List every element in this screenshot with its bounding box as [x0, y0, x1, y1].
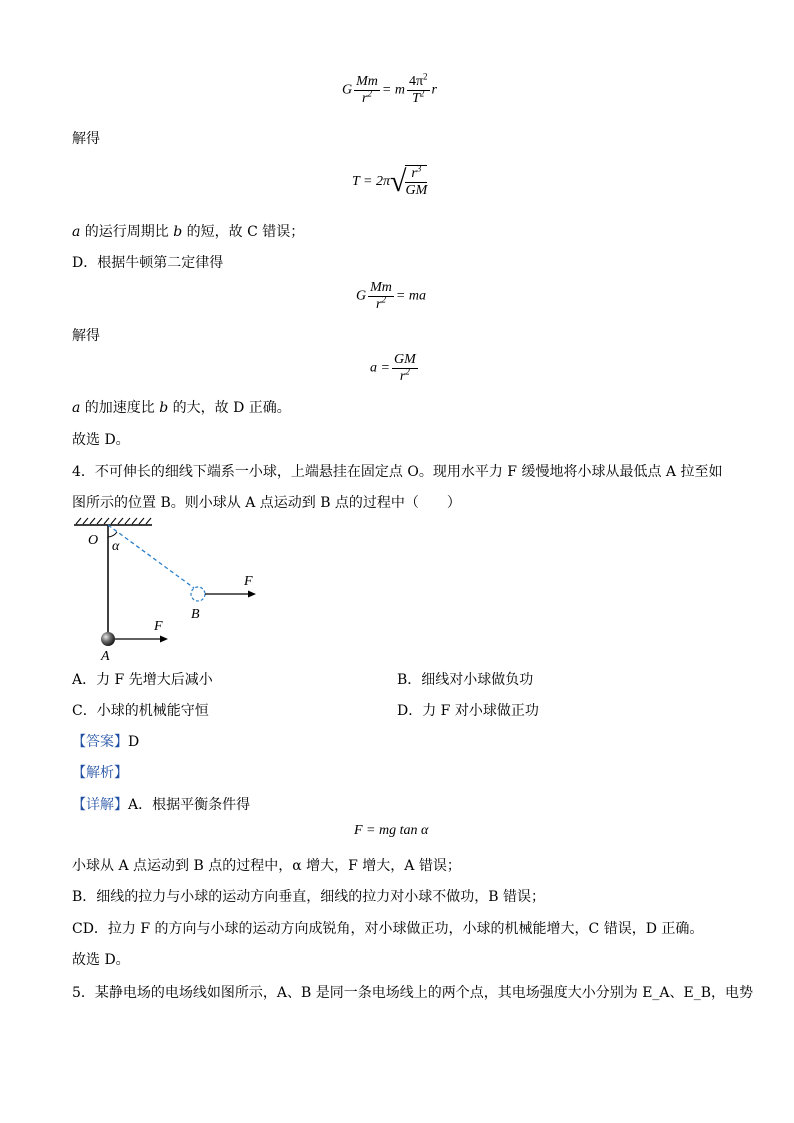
analysis-label: 【解析】: [72, 765, 128, 781]
answer-line: 【答案】D: [72, 734, 140, 750]
text-jiede-2: 解得: [72, 328, 100, 344]
detail-line: 【详解】A．根据平衡条件得: [72, 797, 251, 813]
explanation-2: B．细线的拉力与小球的运动方向垂直，细线的拉力对小球不做功，B 错误；: [72, 889, 546, 905]
label-A: A: [101, 649, 110, 662]
sqrt-icon: √: [390, 165, 407, 198]
question-4-line-1: 4．不可伸长的细线下端系一小球，上端悬挂在固定点 O。现用水平力 F 缓慢地将小球从最低点 A 拉至如: [72, 464, 723, 480]
label-F-bottom: F: [154, 619, 163, 634]
equation-gravity-period: G $\frac{Mm}{r^2}$ = m $\frac{4\pi^2}{T^2}$ r: [342, 71, 437, 106]
equation-acceleration: a = $\frac{GM}{r^2}$: [370, 352, 416, 384]
option-b: B．细线对小球做负功: [397, 672, 534, 688]
pendulum-figure: [70, 517, 270, 662]
text-option-d-newton: D．根据牛顿第二定律得: [72, 255, 224, 271]
equation-period: T = 2π√ $\frac{r^3}{GM}$: [352, 163, 428, 198]
option-a: A．力 F 先增大后减小: [72, 672, 213, 688]
label-O: O: [88, 533, 99, 548]
text-choose-2: 故选 D。: [72, 952, 130, 968]
equation-force: F = mg tan α: [354, 823, 429, 838]
text-choose-1: 故选 D。: [72, 432, 130, 448]
label-alpha: α: [112, 539, 120, 554]
label-B: B: [191, 607, 200, 622]
option-c: C．小球的机械能守恒: [72, 703, 209, 719]
question-4-line-2: 图所示的位置 B。则小球从 A 点运动到 B 点的过程中（ ）: [72, 495, 461, 511]
explanation-1: 小球从 A 点运动到 B 点的过程中，α 增大，F 增大，A 错误；: [72, 858, 461, 874]
question-5-line-1: 5．某静电场的电场线如图所示，A、B 是同一条电场线上的两个点，其电场强度大小分别为 E_A、E_B，电势: [72, 985, 754, 1001]
text-a-period: a 的运行周期比 b 的短，故 C 错误；: [72, 224, 305, 240]
text-jiede-1: 解得: [72, 131, 100, 147]
option-d: D．力 F 对小球做正功: [397, 703, 539, 719]
text-a-acceleration: a 的加速度比 b 的大，故 D 正确。: [72, 400, 291, 416]
label-F-top: F: [244, 574, 253, 589]
equation-newton: G $\frac{Mm}{r^2}$ = ma: [356, 280, 426, 312]
explanation-3: CD．拉力 F 的方向与小球的运动方向成锐角，对小球做正功，小球的机械能增大，C 错误，D 正确。: [72, 921, 704, 937]
